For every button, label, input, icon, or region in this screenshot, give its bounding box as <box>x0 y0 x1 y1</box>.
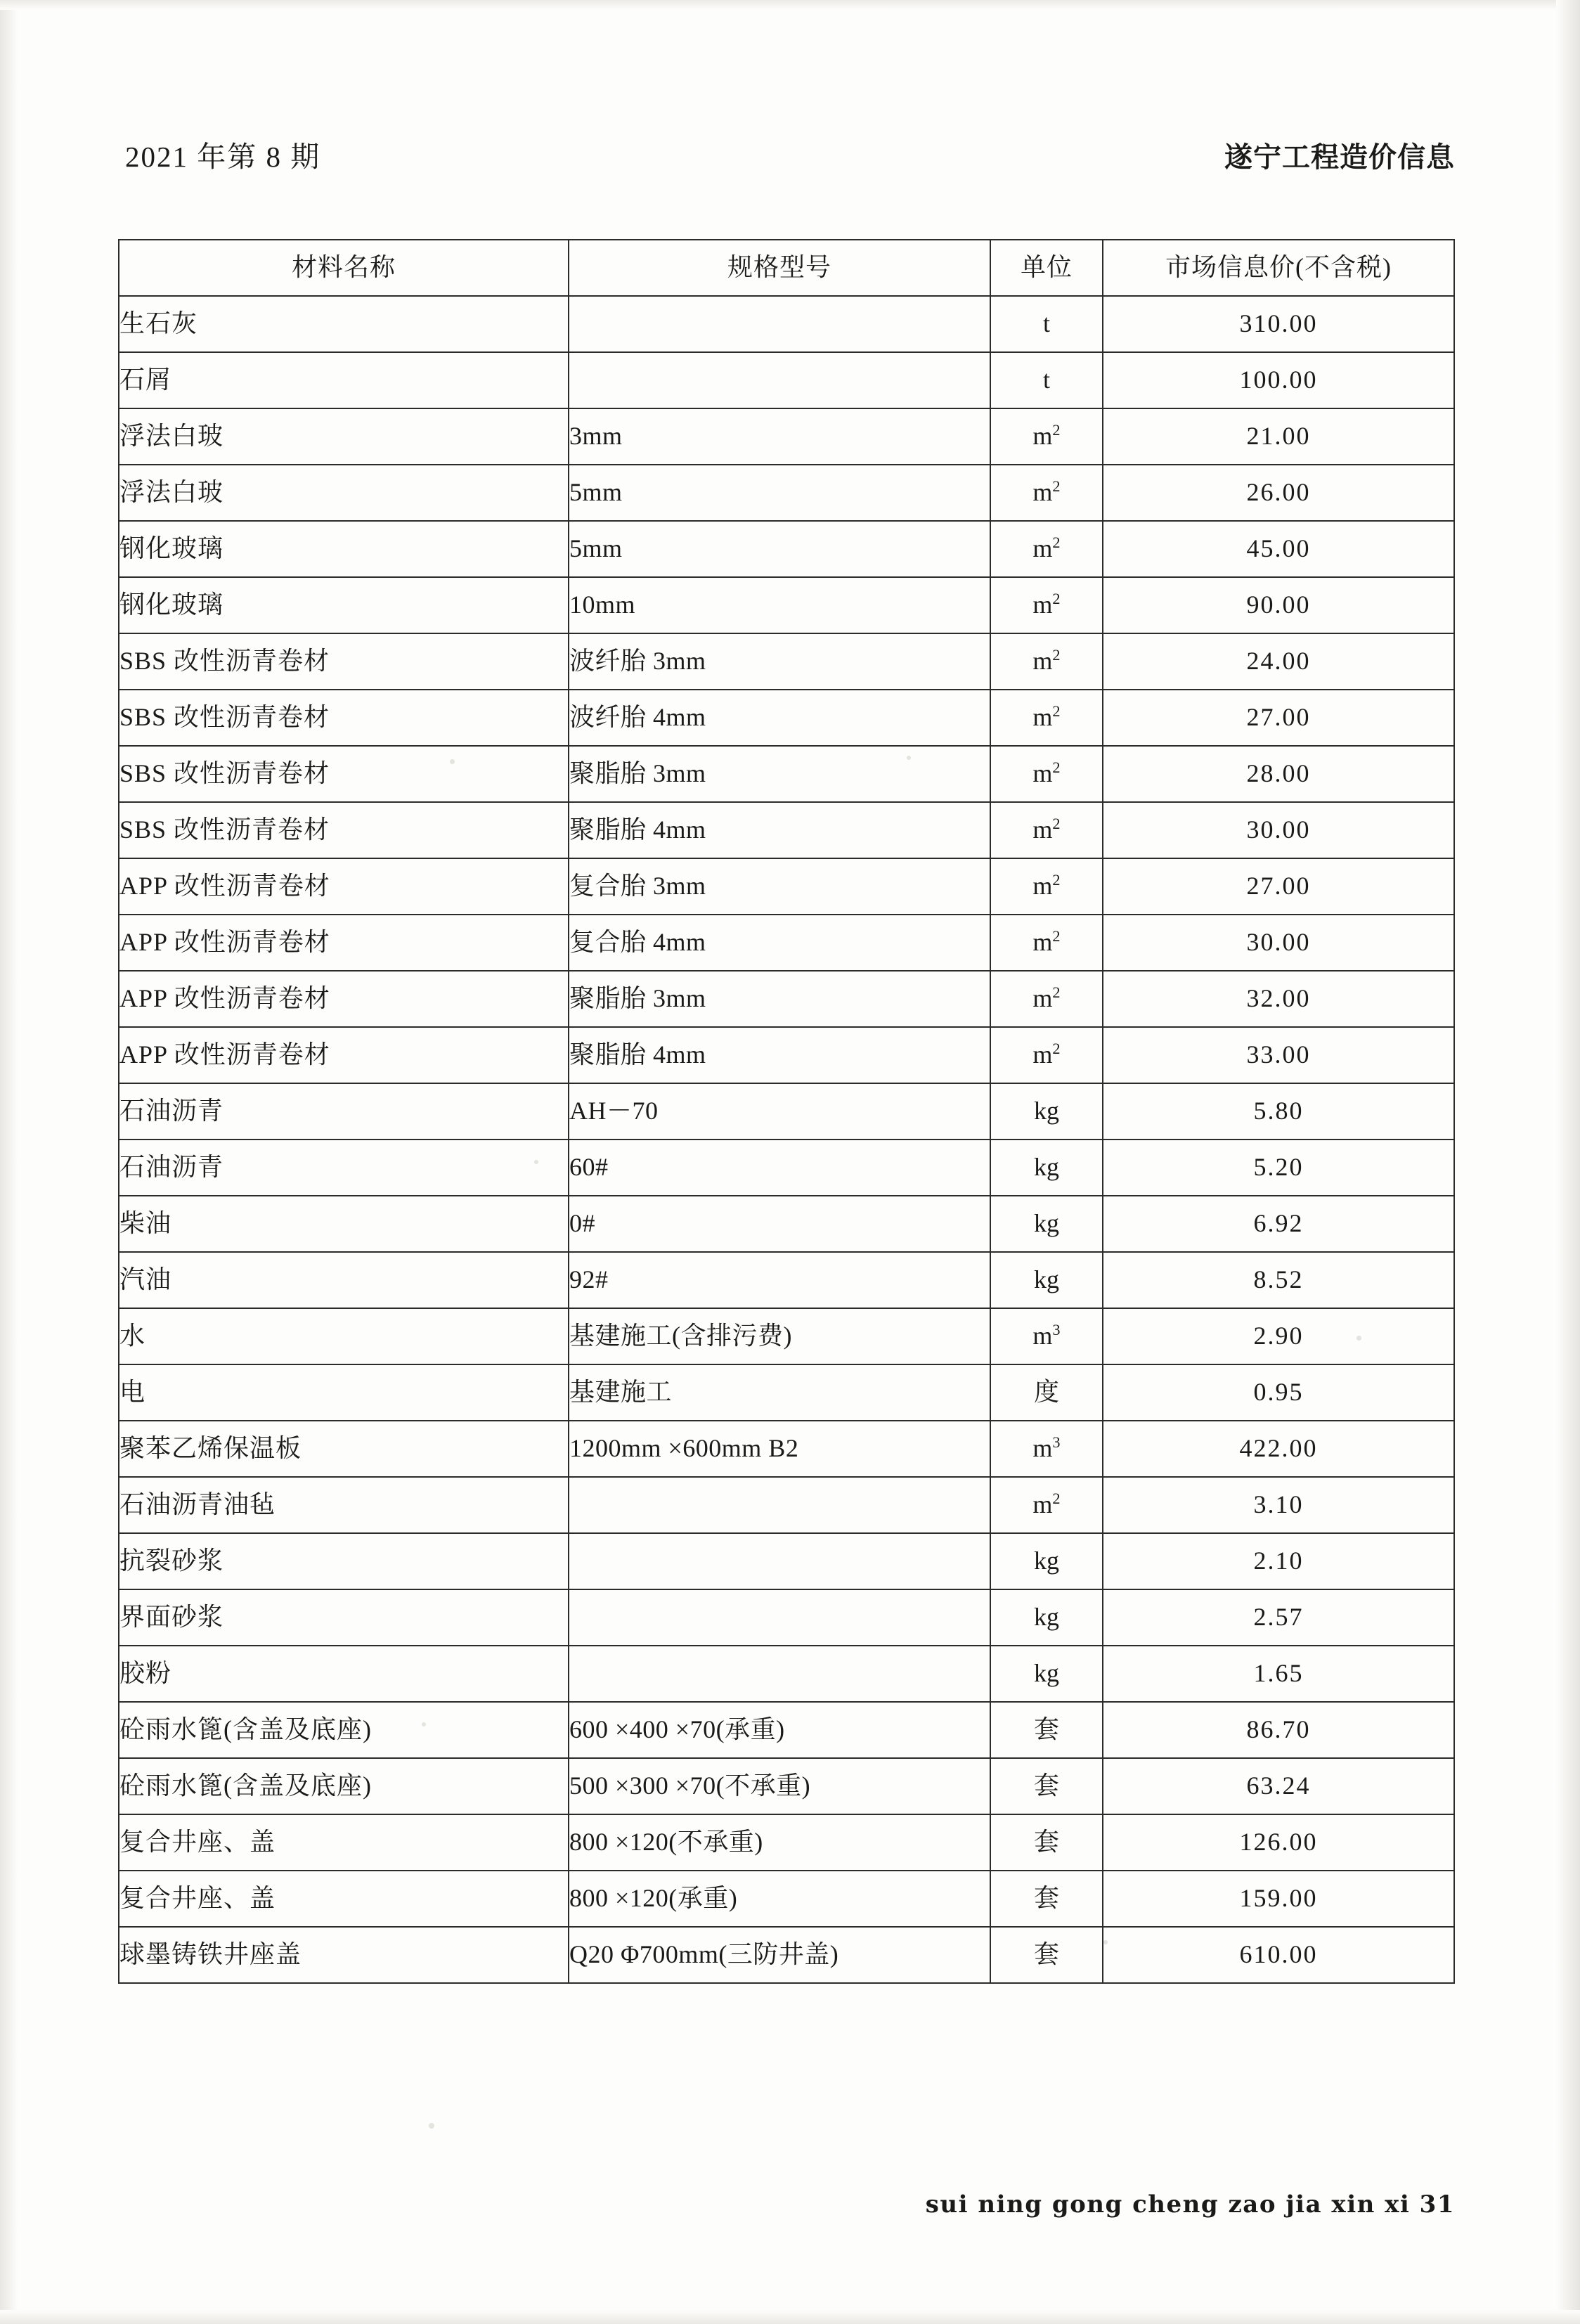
cell-material-name: 石油沥青油毡 <box>119 1477 569 1533</box>
cell-specification: 0# <box>569 1196 990 1252</box>
cell-unit: 套 <box>990 1927 1103 1983</box>
unit-base: m <box>1032 815 1053 844</box>
table-row <box>119 633 1454 690</box>
cell-material-name: 汽油 <box>119 1252 569 1308</box>
cell-price: 159.00 <box>1103 1871 1454 1927</box>
unit-exponent: 2 <box>1052 1490 1061 1508</box>
cell-material-name: 石油沥青 <box>119 1140 569 1196</box>
cell-unit <box>990 408 1103 465</box>
cell-unit <box>990 746 1103 802</box>
table-row <box>119 1533 1454 1589</box>
cell-price: 100.00 <box>1103 352 1454 408</box>
table-row <box>119 1702 1454 1758</box>
cell-price: 2.10 <box>1103 1533 1454 1589</box>
scan-edge-top <box>0 0 1580 10</box>
cell-unit <box>990 802 1103 858</box>
unit-exponent: 2 <box>1052 702 1061 721</box>
cell-specification: 聚脂胎 3mm <box>569 746 990 802</box>
cell-unit <box>990 690 1103 746</box>
cell-unit <box>990 1027 1103 1083</box>
unit-exponent: 2 <box>1052 534 1061 552</box>
cell-unit: t <box>990 296 1103 352</box>
table-header-row <box>119 240 1454 296</box>
scan-edge-bottom <box>0 2310 1580 2324</box>
cell-specification: 聚脂胎 4mm <box>569 1027 990 1083</box>
table-row <box>119 1646 1454 1702</box>
cell-unit: t <box>990 352 1103 408</box>
cell-price: 2.57 <box>1103 1589 1454 1646</box>
cell-unit <box>990 633 1103 690</box>
cell-unit: kg <box>990 1589 1103 1646</box>
unit-exponent: 2 <box>1052 815 1061 833</box>
cell-price: 21.00 <box>1103 408 1454 465</box>
cell-material-name: 浮法白玻 <box>119 465 569 521</box>
material-price-table <box>118 239 1455 1984</box>
unit-base: m <box>1032 1322 1053 1350</box>
publication-title: 遂宁工程造价信息 <box>1224 141 1455 174</box>
unit-base: m <box>1032 928 1053 957</box>
cell-material-name: SBS 改性沥青卷材 <box>119 746 569 802</box>
unit-base: m <box>1032 703 1053 732</box>
table-row <box>119 1308 1454 1364</box>
table-row <box>119 408 1454 465</box>
unit-base: m <box>1032 647 1053 676</box>
table-row <box>119 352 1454 408</box>
page-footer: sui ning gong cheng zao jia xin xi 31 <box>925 2190 1455 2219</box>
cell-specification: 500 ×300 ×70(不承重) <box>569 1758 990 1814</box>
table-row <box>119 465 1454 521</box>
cell-material-name: 钢化玻璃 <box>119 577 569 633</box>
cell-material-name: 界面砂浆 <box>119 1589 569 1646</box>
cell-specification: Q20 Φ700mm(三防井盖) <box>569 1927 990 1983</box>
scan-speck <box>429 2123 434 2129</box>
cell-specification <box>569 1533 990 1589</box>
unit-base: m <box>1032 872 1053 900</box>
issue-label: 2021 年第 8 期 <box>125 141 321 173</box>
cell-price: 28.00 <box>1103 746 1454 802</box>
unit-exponent: 2 <box>1052 1040 1061 1058</box>
cell-price: 26.00 <box>1103 465 1454 521</box>
cell-specification: 1200mm ×600mm B2 <box>569 1421 990 1477</box>
page-header <box>125 134 1455 175</box>
cell-price: 30.00 <box>1103 802 1454 858</box>
table-row <box>119 1871 1454 1927</box>
unit-exponent: 2 <box>1052 421 1061 439</box>
cell-material-name: 柴油 <box>119 1196 569 1252</box>
table-row <box>119 1927 1454 1983</box>
cell-material-name: 抗裂砂浆 <box>119 1533 569 1589</box>
table-row <box>119 1364 1454 1421</box>
cell-specification: 800 ×120(承重) <box>569 1871 990 1927</box>
cell-price: 1.65 <box>1103 1646 1454 1702</box>
table-row <box>119 858 1454 915</box>
cell-price: 0.95 <box>1103 1364 1454 1421</box>
cell-specification: 聚脂胎 3mm <box>569 971 990 1027</box>
cell-unit <box>990 465 1103 521</box>
cell-specification: 复合胎 4mm <box>569 915 990 971</box>
cell-unit: 套 <box>990 1758 1103 1814</box>
table-row <box>119 690 1454 746</box>
unit-base: m <box>1032 590 1053 619</box>
unit-base: m <box>1032 1490 1053 1519</box>
cell-specification: 60# <box>569 1140 990 1196</box>
column-header-spec: 规格型号 <box>569 240 990 296</box>
cell-specification: 5mm <box>569 465 990 521</box>
cell-unit: 套 <box>990 1702 1103 1758</box>
cell-unit <box>990 1308 1103 1364</box>
table-row <box>119 1421 1454 1477</box>
table-row <box>119 802 1454 858</box>
cell-price: 90.00 <box>1103 577 1454 633</box>
cell-unit <box>990 521 1103 577</box>
unit-exponent: 2 <box>1052 646 1061 664</box>
cell-material-name: APP 改性沥青卷材 <box>119 915 569 971</box>
cell-specification: 600 ×400 ×70(承重) <box>569 1702 990 1758</box>
cell-price: 2.90 <box>1103 1308 1454 1364</box>
table-row <box>119 1083 1454 1140</box>
unit-base: m <box>1032 984 1053 1013</box>
cell-material-name: 聚苯乙烯保温板 <box>119 1421 569 1477</box>
cell-price: 8.52 <box>1103 1252 1454 1308</box>
cell-unit: kg <box>990 1083 1103 1140</box>
scan-edge-right <box>1556 0 1580 2324</box>
cell-material-name: 砼雨水篦(含盖及底座) <box>119 1758 569 1814</box>
unit-base: m <box>1032 1434 1053 1463</box>
table-row <box>119 1477 1454 1533</box>
cell-unit <box>990 858 1103 915</box>
table-row <box>119 1252 1454 1308</box>
unit-exponent: 3 <box>1052 1433 1061 1452</box>
cell-price: 5.20 <box>1103 1140 1454 1196</box>
unit-exponent: 3 <box>1052 1321 1061 1339</box>
table-row <box>119 1140 1454 1196</box>
cell-price: 610.00 <box>1103 1927 1454 1983</box>
table-row <box>119 1027 1454 1083</box>
cell-material-name: 胶粉 <box>119 1646 569 1702</box>
table-body <box>119 296 1454 1983</box>
cell-price: 33.00 <box>1103 1027 1454 1083</box>
cell-specification <box>569 1589 990 1646</box>
cell-specification <box>569 352 990 408</box>
cell-specification <box>569 1646 990 1702</box>
price-table-container <box>118 239 1453 1984</box>
cell-unit: 套 <box>990 1871 1103 1927</box>
cell-price: 5.80 <box>1103 1083 1454 1140</box>
cell-material-name: SBS 改性沥青卷材 <box>119 690 569 746</box>
cell-material-name: APP 改性沥青卷材 <box>119 1027 569 1083</box>
cell-price: 6.92 <box>1103 1196 1454 1252</box>
cell-material-name: 生石灰 <box>119 296 569 352</box>
cell-specification: 5mm <box>569 521 990 577</box>
cell-material-name: 复合井座、盖 <box>119 1871 569 1927</box>
cell-price: 63.24 <box>1103 1758 1454 1814</box>
cell-material-name: APP 改性沥青卷材 <box>119 858 569 915</box>
cell-material-name: SBS 改性沥青卷材 <box>119 802 569 858</box>
column-header-name: 材料名称 <box>119 240 569 296</box>
cell-material-name: 水 <box>119 1308 569 1364</box>
table-row <box>119 1589 1454 1646</box>
table-row <box>119 521 1454 577</box>
cell-unit <box>990 915 1103 971</box>
table-row <box>119 746 1454 802</box>
table-row <box>119 296 1454 352</box>
cell-material-name: 石油沥青 <box>119 1083 569 1140</box>
column-header-price: 市场信息价(不含税) <box>1103 240 1454 296</box>
cell-specification: 基建施工 <box>569 1364 990 1421</box>
cell-material-name: 钢化玻璃 <box>119 521 569 577</box>
unit-base: m <box>1032 478 1053 507</box>
unit-base: m <box>1032 534 1053 563</box>
cell-price: 27.00 <box>1103 690 1454 746</box>
cell-unit: kg <box>990 1196 1103 1252</box>
unit-exponent: 2 <box>1052 983 1061 1002</box>
cell-price: 27.00 <box>1103 858 1454 915</box>
cell-material-name: SBS 改性沥青卷材 <box>119 633 569 690</box>
cell-specification: 波纤胎 4mm <box>569 690 990 746</box>
unit-base: m <box>1032 1040 1053 1069</box>
cell-material-name: 球墨铸铁井座盖 <box>119 1927 569 1983</box>
cell-specification: AH－70 <box>569 1083 990 1140</box>
cell-specification: 10mm <box>569 577 990 633</box>
scan-edge-left <box>0 0 18 2324</box>
cell-material-name: APP 改性沥青卷材 <box>119 971 569 1027</box>
unit-exponent: 2 <box>1052 927 1061 945</box>
cell-price: 86.70 <box>1103 1702 1454 1758</box>
unit-base: m <box>1032 759 1053 788</box>
cell-unit: 套 <box>990 1814 1103 1871</box>
cell-price: 30.00 <box>1103 915 1454 971</box>
cell-unit: kg <box>990 1140 1103 1196</box>
cell-specification: 基建施工(含排污费) <box>569 1308 990 1364</box>
cell-unit: 度 <box>990 1364 1103 1421</box>
unit-exponent: 2 <box>1052 871 1061 889</box>
cell-unit: kg <box>990 1646 1103 1702</box>
cell-unit <box>990 1421 1103 1477</box>
unit-exponent: 2 <box>1052 590 1061 608</box>
cell-material-name: 电 <box>119 1364 569 1421</box>
table-row <box>119 1196 1454 1252</box>
cell-material-name: 砼雨水篦(含盖及底座) <box>119 1702 569 1758</box>
cell-price: 32.00 <box>1103 971 1454 1027</box>
column-header-unit: 单位 <box>990 240 1103 296</box>
cell-specification <box>569 296 990 352</box>
table-row <box>119 1814 1454 1871</box>
cell-price: 126.00 <box>1103 1814 1454 1871</box>
cell-price: 3.10 <box>1103 1477 1454 1533</box>
cell-specification: 聚脂胎 4mm <box>569 802 990 858</box>
cell-specification: 92# <box>569 1252 990 1308</box>
cell-material-name: 浮法白玻 <box>119 408 569 465</box>
cell-specification: 波纤胎 3mm <box>569 633 990 690</box>
cell-price: 422.00 <box>1103 1421 1454 1477</box>
cell-specification <box>569 1477 990 1533</box>
cell-specification: 复合胎 3mm <box>569 858 990 915</box>
cell-unit: kg <box>990 1533 1103 1589</box>
unit-exponent: 2 <box>1052 758 1061 777</box>
table-row <box>119 971 1454 1027</box>
table-row <box>119 915 1454 971</box>
cell-material-name: 石屑 <box>119 352 569 408</box>
unit-exponent: 2 <box>1052 477 1061 496</box>
cell-material-name: 复合井座、盖 <box>119 1814 569 1871</box>
cell-price: 24.00 <box>1103 633 1454 690</box>
cell-unit: kg <box>990 1252 1103 1308</box>
table-row <box>119 1758 1454 1814</box>
cell-price: 310.00 <box>1103 296 1454 352</box>
cell-specification: 800 ×120(不承重) <box>569 1814 990 1871</box>
cell-price: 45.00 <box>1103 521 1454 577</box>
cell-specification: 3mm <box>569 408 990 465</box>
cell-unit <box>990 577 1103 633</box>
table-row <box>119 577 1454 633</box>
cell-unit <box>990 1477 1103 1533</box>
cell-unit <box>990 971 1103 1027</box>
unit-base: m <box>1032 422 1053 451</box>
